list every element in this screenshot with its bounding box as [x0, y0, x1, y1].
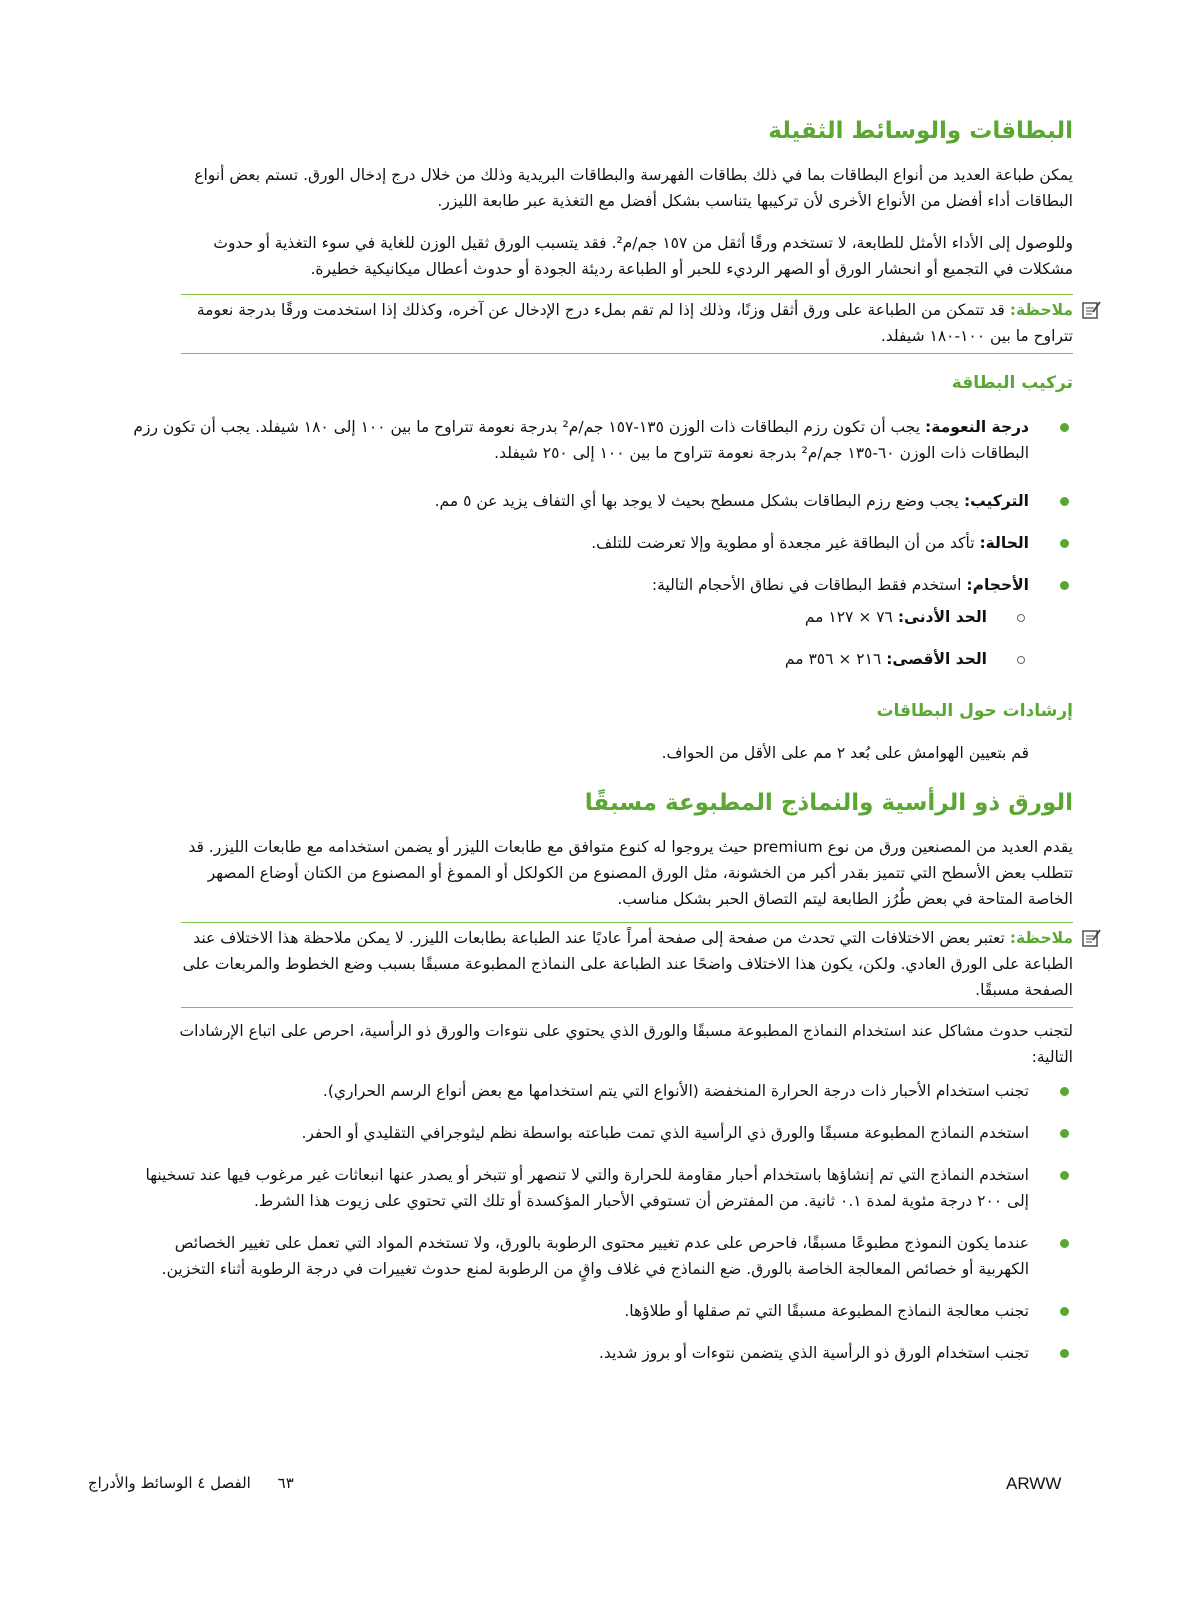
- paragraph-card-margins: قم بتعيين الهوامش على بُعد ٢ مم على الأقل من الحواف.: [661, 744, 1029, 762]
- document-page: [88, 0, 1073, 1600]
- list-item: [123, 1230, 1073, 1282]
- footer-chapter-title: الفصل ٤ الوسائط والأدراج: [88, 1474, 251, 1492]
- paragraph-letterhead-intro: يقدم العديد من المصنعين ورق من نوع premium حيث يروجوا له كنوع متوافق مع طابعات الليزر أو يضمن استخدامه مع طابعات الليزر. قد تتطلب بعض الأسطح التي تتميز بقدر أكبر من الخشونة، مثل الورق المصنوع من الكولكل أو المموغ أو المصنوع من الكتان أوضاع المصهر الخاصة المتاحة في بعض طُرُز الطابعة ليتم التصاق الحبر بشكل مناسب.: [188, 838, 1073, 908]
- bullet-icon: [1060, 1307, 1069, 1316]
- list-item-term: التركيب:: [963, 492, 1029, 510]
- bullet-icon: [1060, 1349, 1069, 1358]
- bullet-icon: [1060, 423, 1069, 432]
- subsection-title-card-construction: تركيب البطاقة: [951, 373, 1073, 393]
- paragraph-cards-intro: يمكن طباعة العديد من أنواع البطاقات بما في ذلك بطاقات الفهرسة والبطاقات البريدية وذلك من خلال درج إدخال الورق. تستم بعض أنواع البطاقات أداء أفضل من الأنواع الأخرى لأن تركيبها يتناسب بشكل أفضل مع التغذية عبر طابعة الليزر.: [194, 166, 1073, 210]
- paragraph-cards-weight: وللوصول إلى الأداء الأمثل للطابعة، لا تستخدم ورقًا أثقل من ١٥٧ جم/م². فقد يتسبب الورق ثقيل الوزن للغاية في سوء التغذية أو حدوث مشكلات في التجميع أو انحشار الورق أو الصهر الرديء للحبر أو الطباعة رديئة الجودة أو حدوث أعطال ميكانيكية خطيرة.: [213, 234, 1073, 278]
- list-item: [123, 530, 1073, 556]
- list-item: [123, 414, 1073, 466]
- list-item: [123, 572, 1073, 598]
- sub-item-term: الحد الأقصى:: [886, 650, 987, 668]
- sub-bullet-icon: [1017, 656, 1025, 664]
- note-text: تعتبر بعض الاختلافات التي تحدث من صفحة إلى صفحة أمراً عاديًا عند الطباعة بطابعات الليزر. لا يمكن ملاحظة هذا الاختلاف عند الطباعة على الورق العادي. ولكن، يكون هذا الاختلاف واضحًا عند الطباعة على النماذج المطبوعة مسبقًا بسبب وضع الخطوط والمربعات على الصفحة مسبقًا.: [182, 929, 1073, 999]
- bullet-icon: [1060, 581, 1069, 590]
- list-item: [123, 488, 1073, 514]
- sub-item-text: ٧٦ × ١٢٧ مم: [804, 608, 893, 626]
- footer-chapter: [88, 1474, 294, 1492]
- list-item-term: الحالة:: [979, 534, 1029, 552]
- paragraph-preprinted-guidelines: لتجنب حدوث مشاكل عند استخدام النماذج المطبوعة مسبقًا والورق الذي يحتوي على نتوءات والورق ذو الرأسية، احرص على اتباع الإرشادات التالية:: [179, 1022, 1073, 1066]
- list-item: [123, 1162, 1073, 1214]
- list-item: [123, 1078, 1073, 1104]
- list-item-text: عندما يكون النموذج مطبوعًا مسبقًا، فاحرص على عدم تغيير محتوى الرطوبة بالورق، ولا تستخدم المواد التي تعمل على تغيير الخصائص الكهربية أو خصائص المعالجة الخاصة بالورق. ضع النماذج في غلاف واقٍ من الرطوبة لمنع حدوث تغييرات في درجة الرطوبة أثناء التخزين.: [161, 1234, 1029, 1278]
- list-item-text: تأكد من أن البطاقة غير مجعدة أو مطوية وإلا تعرضت للتلف.: [591, 534, 975, 552]
- bullet-icon: [1060, 1087, 1069, 1096]
- list-item-text: استخدم النماذج التي تم إنشاؤها باستخدام أحبار مقاومة للحرارة والتي لا تنصهر أو تتبخر أو يصدر عنها انبعاثات غير مرغوب فيها عند تسخينها إلى ٢٠٠ درجة مئوية لمدة ٠.١ ثانية. من المفترض أن تستوفي الأحبار المؤكسدة أو تلك التي تحتوي على زيوت هذا الشرط.: [145, 1166, 1029, 1210]
- footer-page-number: ٦٣: [277, 1474, 294, 1492]
- card-construction-list: [123, 414, 1073, 598]
- bullet-icon: [1060, 1129, 1069, 1138]
- list-item-text: يجب وضع رزم البطاقات بشكل مسطح بحيث لا يوجد بها أي التفاف يزيد عن ٥ مم.: [434, 492, 959, 510]
- subsection-title-card-guidelines: إرشادات حول البطاقات: [876, 701, 1073, 721]
- sub-list-item: [173, 604, 1073, 630]
- sub-item-text: ٢١٦ × ٣٥٦ مم: [784, 650, 882, 668]
- list-item-text: استخدم فقط البطاقات في نطاق الأحجام التالية:: [651, 576, 962, 594]
- sub-list-item: [173, 646, 1073, 672]
- section-title-cards: البطاقات والوسائط الثقيلة: [768, 118, 1073, 144]
- list-item-text: تجنب استخدام الأحبار ذات درجة الحرارة المنخفضة (الأنواع التي يتم استخدامها مع بعض أنواع الرسم الحراري).: [322, 1082, 1029, 1100]
- list-item: [123, 1120, 1073, 1146]
- list-item-term: درجة النعومة:: [925, 418, 1029, 436]
- list-item-text: استخدم النماذج المطبوعة مسبقًا والورق ذي الرأسية الذي تمت طباعته بواسطة نظم ليثوجرافي التقليدي أو الحفر.: [301, 1124, 1029, 1142]
- note-label: ملاحظة:: [1009, 929, 1073, 947]
- sub-item-term: الحد الأدنى:: [897, 608, 987, 626]
- list-item: [123, 1340, 1073, 1366]
- list-item-text: تجنب معالجة النماذج المطبوعة مسبقًا التي تم صقلها أو طلاؤها.: [624, 1302, 1029, 1320]
- note-icon: [1081, 300, 1101, 320]
- preprinted-guidelines-list: [123, 1078, 1073, 1366]
- note-label: ملاحظة:: [1009, 301, 1073, 319]
- list-item-text: يجب أن تكون رزم البطاقات ذات الوزن ١٣٥-١٥٧ جم/م² بدرجة نعومة تتراوح ما بين ١٠٠ إلى ١٨٠ شيفلد. يجب أن تكون رزم البطاقات ذات الوزن ٦٠-١٣٥ جم/م² بدرجة نعومة تتراوح ما بين ١٠٠ إلى ٢٥٠ شيفلد.: [133, 418, 1029, 462]
- note-box-preprinted: [181, 922, 1073, 1008]
- note-box-card-weight: [181, 294, 1073, 354]
- sub-bullet-icon: [1017, 614, 1025, 622]
- list-item-term: الأحجام:: [966, 576, 1029, 594]
- list-item-text: تجنب استخدام الورق ذو الرأسية الذي يتضمن نتوءات أو بروز شديد.: [598, 1344, 1029, 1362]
- note-icon: [1081, 928, 1101, 948]
- footer-doc-code: ARWW: [1006, 1474, 1062, 1493]
- bullet-icon: [1060, 539, 1069, 548]
- note-text: قد تتمكن من الطباعة على ورق أثقل وزنًا، وذلك إذا لم تقم بملء درج الإدخال عن آخره، وكذلك إذا استخدمت ورقًا بدرجة نعومة تتراوح ما بين ١٠٠-١٨٠ شيفلد.: [196, 301, 1073, 345]
- bullet-icon: [1060, 1239, 1069, 1248]
- bullet-icon: [1060, 1171, 1069, 1180]
- list-item: [123, 1298, 1073, 1324]
- bullet-icon: [1060, 497, 1069, 506]
- section-title-letterhead: الورق ذو الرأسية والنماذج المطبوعة مسبقًا: [584, 790, 1073, 816]
